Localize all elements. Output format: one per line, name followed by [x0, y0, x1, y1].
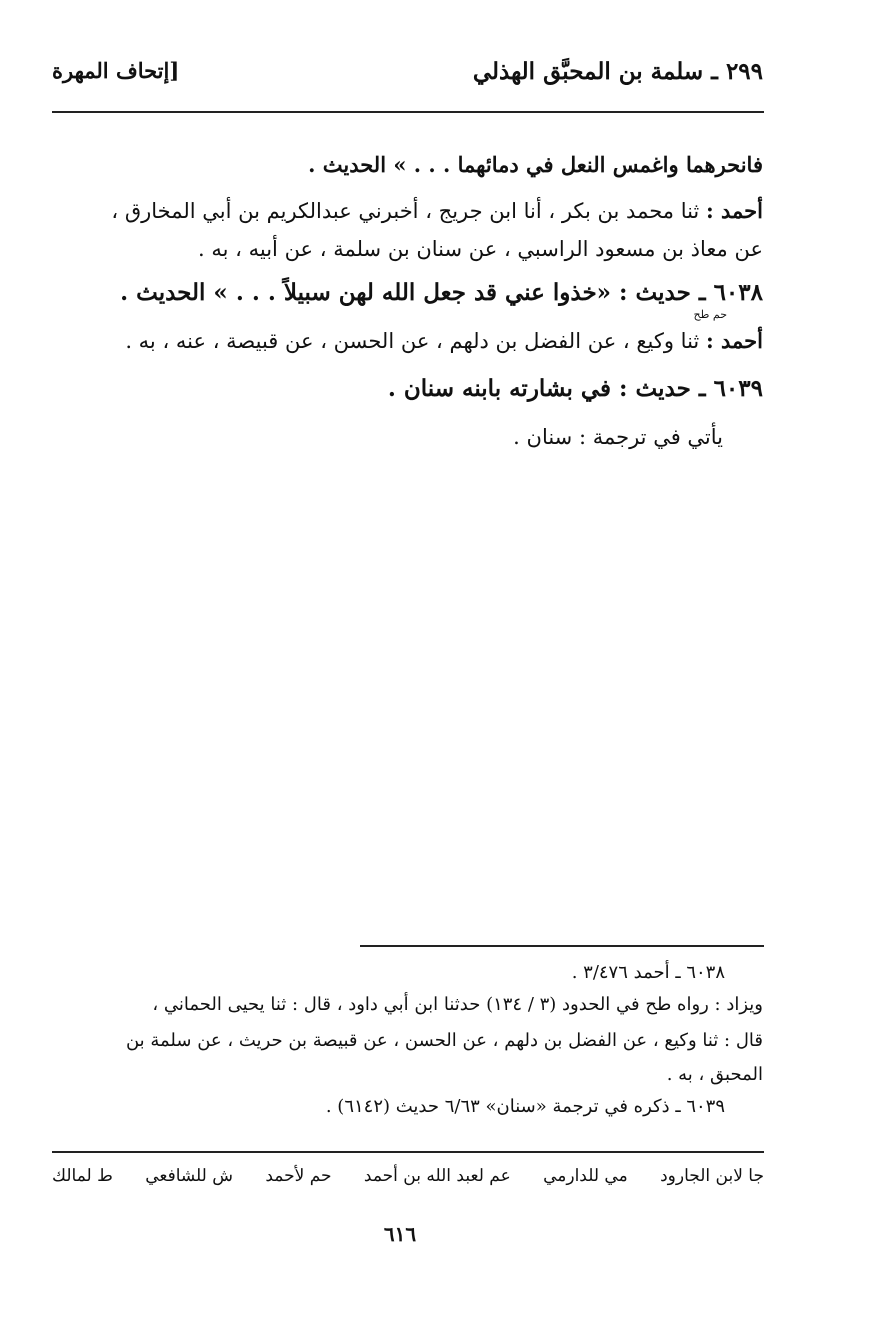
footnote-6039: ٦٠٣٩ ـ ذكره في ترجمة «سنان» ٦/٦٣ حديث (٦١٤٢) . — [325, 1096, 725, 1117]
key-item: عم لعبد الله بن أحمد — [363, 1166, 511, 1186]
text-line-5 — [125, 324, 763, 358]
hadith-6039-heading: ٦٠٣٩ ـ حديث : في بشارته بابنه سنان . — [387, 375, 763, 402]
running-title: ٢٩٩ ـ سلمة بن المحبَّق الهذلي — [472, 58, 763, 85]
cross-reference-line: يأتي في ترجمة : سنان . — [513, 425, 723, 449]
text-line-1: فانحرهما واغمس النعل في دمائهما . . . » الحديث . — [308, 152, 763, 177]
book-title: [إتحاف المهرة — [52, 58, 180, 83]
source-sigla-superscript: حم طح — [693, 308, 727, 321]
footnote-line-4: المحبق ، به . — [666, 1064, 763, 1085]
hadith-6038-heading: ٦٠٣٨ ـ حديث : «خذوا عني قد جعل الله لهن سبيلاً . . . » الحديث . — [120, 279, 763, 306]
key-item: ط لمالك — [52, 1166, 113, 1186]
text-line-3: عن معاذ بن مسعود الراسبي ، عن سنان بن سلمة ، عن أبيه ، به . — [198, 237, 763, 261]
footnote-divider — [360, 945, 764, 947]
page-number: ٦١٦ — [383, 1222, 417, 1246]
source-ahmad-label: أحمد : — [705, 198, 763, 223]
footnote-line-3: قال : ثنا وكيع ، عن الفضل بن دلهم ، عن الحسن ، عن قبيصة بن حريث ، عن سلمة بن — [125, 1030, 763, 1051]
footnote-6038: ٦٠٣٨ ـ أحمد ٣/٤٧٦ . — [571, 962, 725, 983]
footnote-line-2: ويزاد : رواه طح في الحدود (٣ / ١٣٤) حدثنا ابن أبي داود ، قال : ثنا يحيى الحماني ، — [152, 994, 763, 1015]
header-divider — [52, 111, 764, 113]
key-divider — [52, 1151, 764, 1153]
key-item: مي للدارمي — [543, 1166, 628, 1186]
key-item: حم لأحمد — [265, 1166, 332, 1186]
text-line-2 — [111, 194, 763, 228]
source-ahmad-label: أحمد : — [705, 328, 763, 353]
key-item: ش للشافعي — [145, 1166, 234, 1186]
isnad-text: ثنا وكيع ، عن الفضل بن دلهم ، عن الحسن ، عن قبيصة ، عنه ، به . — [125, 329, 706, 353]
abbreviation-key — [52, 1166, 764, 1186]
isnad-text: ثنا محمد بن بكر ، أنا ابن جريج ، أخبرني عبدالكريم بن أبي المخارق ، — [111, 199, 706, 223]
key-item: جا لابن الجارود — [660, 1166, 764, 1186]
